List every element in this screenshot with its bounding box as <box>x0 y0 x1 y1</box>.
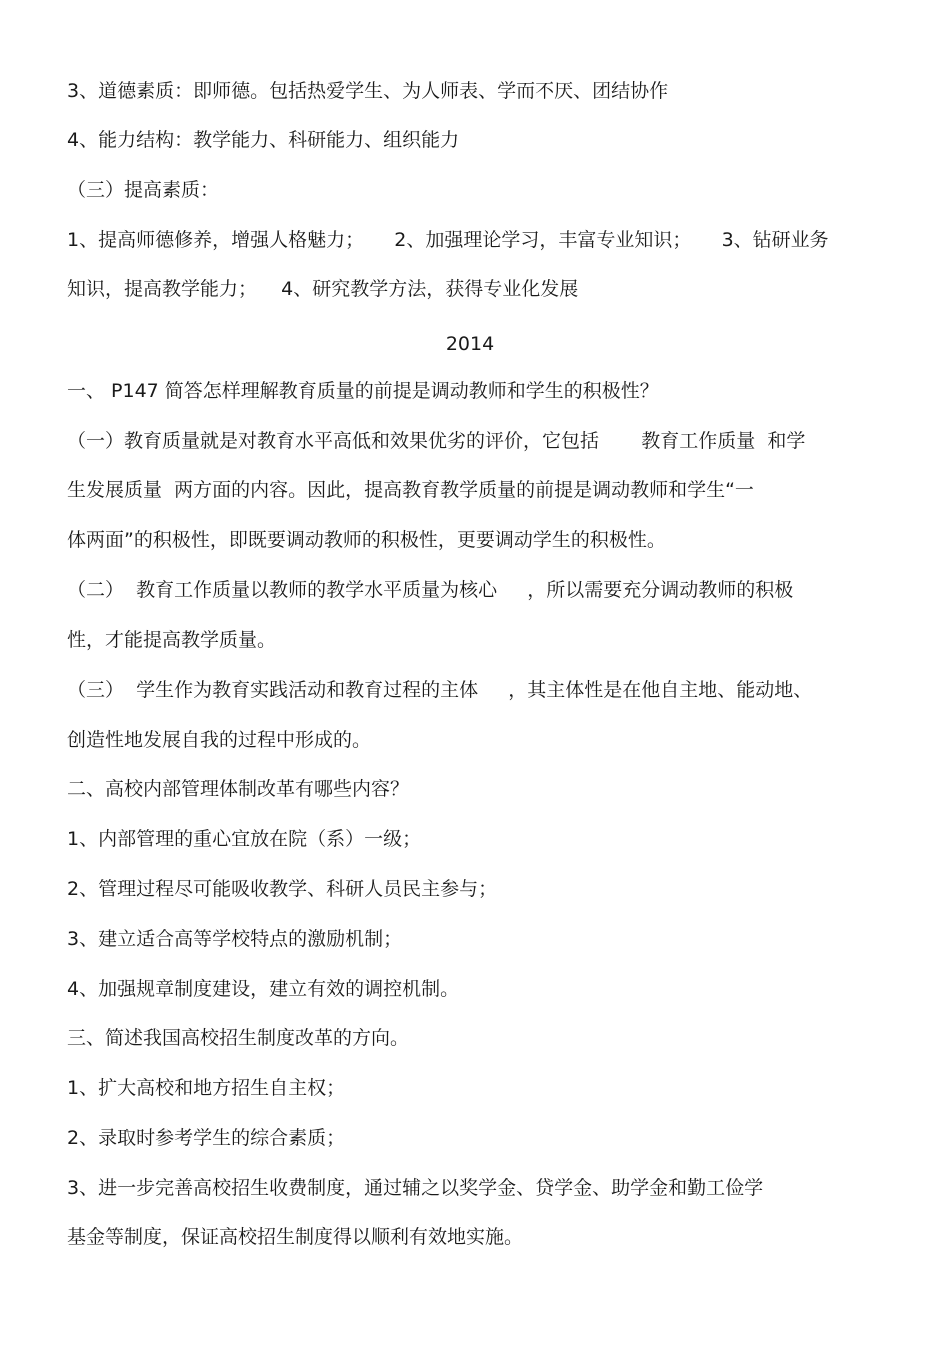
answer-2-item-3: 3、建立适合高等学校特点的激励机制； <box>67 928 403 950</box>
answer-1-part-2-cont: 性，才能提高教学质量。 <box>67 629 277 651</box>
answer-3-item-3-cont: 基金等制度，保证高校招生制度得以顺利有效地实施。 <box>67 1226 524 1248</box>
year-heading: 2014 <box>445 333 495 355</box>
text-line-improve-items: 1、提高师德修养，增强人格魅力； 2、加强理论学习，丰富专业知识； 3、钻研业务 <box>67 229 829 251</box>
answer-1-part-2: （二） 教育工作质量以教师的教学水平质量为核心 ，所以需要充分调动教师的积极 <box>67 579 794 601</box>
answer-2-item-2: 2、管理过程尽可能吸收教学、科研人员民主参与； <box>67 878 498 900</box>
answer-3-item-3: 3、进一步完善高校招生收费制度，通过辅之以奖学金、贷学金、助学金和勤工俭学 <box>67 1177 764 1199</box>
answer-3-item-2: 2、录取时参考学生的综合素质； <box>67 1127 346 1149</box>
text-line-ability-structure: 4、能力结构：教学能力、科研能力、组织能力 <box>67 129 460 151</box>
answer-1-part-3-cont: 创造性地发展自我的过程中形成的。 <box>67 729 372 751</box>
answer-2-item-1: 1、内部管理的重心宜放在院（系）一级； <box>67 828 422 850</box>
question-heading-2: 二、高校内部管理体制改革有哪些内容？ <box>67 778 410 800</box>
answer-1-part-3: （三） 学生作为教育实践活动和教育过程的主体 ，其主体性是在他自主地、能动地、 <box>67 679 813 701</box>
section-heading-improve-quality: （三）提高素质： <box>67 179 220 201</box>
answer-1-part-1-cont2: 体两面”的积极性，即既要调动教师的积极性，更要调动学生的积极性。 <box>67 529 666 551</box>
text-line-moral-quality: 3、道德素质：即师德。包括热爱学生、为人师表、学而不厌、团结协作 <box>67 80 669 102</box>
answer-3-item-1: 1、扩大高校和地方招生自主权； <box>67 1077 346 1099</box>
question-heading-3: 三、简述我国高校招生制度改革的方向。 <box>67 1027 410 1049</box>
answer-1-part-1-cont: 生发展质量 两方面的内容。因此，提高教育教学质量的前提是调动教师和学生“一 <box>67 479 754 501</box>
answer-1-part-1: （一）教育质量就是对教育水平高低和效果优劣的评价，它包括 教育工作质量 和学 <box>67 430 806 452</box>
question-heading-1: 一、 P147 简答怎样理解教育质量的前提是调动教师和学生的积极性？ <box>67 380 659 402</box>
answer-2-item-4: 4、加强规章制度建设，建立有效的调控机制。 <box>67 978 460 1000</box>
text-line-improve-items-cont: 知识，提高教学能力； 4、研究教学方法，获得专业化发展 <box>67 278 579 300</box>
